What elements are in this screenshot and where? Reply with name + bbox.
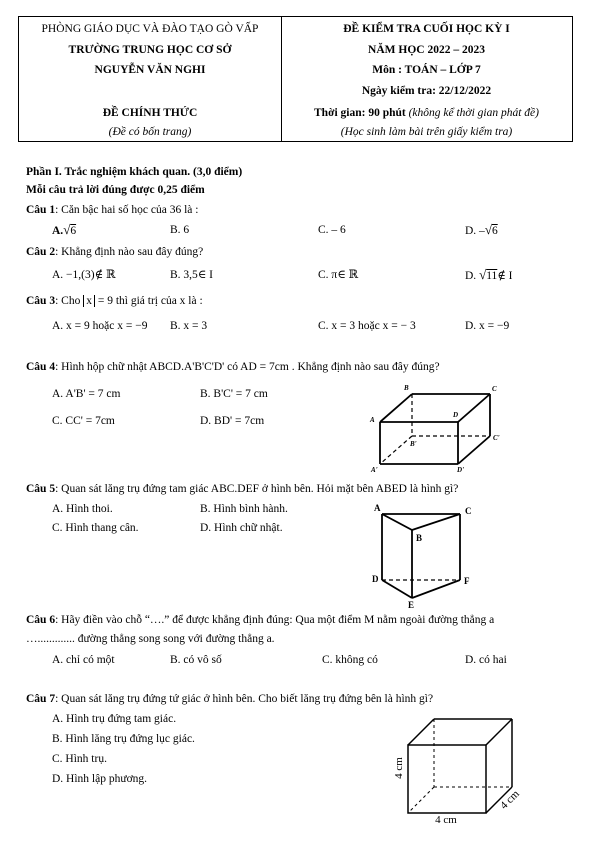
question-2: Câu 2: Khẳng định nào sau đây đúng? bbox=[26, 246, 204, 258]
vertex-label-B: B bbox=[416, 533, 423, 543]
q4-cuboid-figure bbox=[368, 382, 508, 474]
q2-option-c[interactable]: C. π∈ ℝ bbox=[318, 269, 359, 281]
exam-note: (Học sinh làm bài trên giấy kiểm tra) bbox=[340, 126, 513, 138]
q5-option-c[interactable]: C. Hình thang cân. bbox=[52, 522, 139, 534]
q3-option-b[interactable]: B. x = 3 bbox=[170, 320, 208, 332]
department: PHÒNG GIÁO DỤC VÀ ĐÀO TẠO GÒ VẤP bbox=[41, 23, 259, 35]
cube-depth-label: 4 cm bbox=[497, 787, 522, 812]
question-3: Câu 3: Cho x = 9 thì giá trị của x là : bbox=[26, 295, 203, 307]
q4-option-b[interactable]: B. B'C' = 7 cm bbox=[200, 388, 268, 400]
vertex-label-F: F bbox=[464, 576, 470, 586]
subject: Môn : TOÁN – LỚP 7 bbox=[372, 64, 481, 76]
q3-option-c[interactable]: C. x = 3 hoặc x = − 3 bbox=[318, 320, 416, 332]
school-line2: NGUYỄN VĂN NGHI bbox=[94, 64, 206, 76]
header-school bbox=[19, 17, 282, 141]
school-year: NĂM HỌC 2022 – 2023 bbox=[368, 44, 485, 56]
q3-option-a[interactable]: A. x = 9 hoặc x = −9 bbox=[52, 320, 148, 332]
official-label: ĐỀ CHÍNH THỨC bbox=[102, 107, 198, 119]
vertex-label-A-prime: A' bbox=[371, 466, 378, 474]
q6-option-a[interactable]: A. chỉ có một bbox=[52, 654, 115, 666]
q5-option-d[interactable]: D. Hình chữ nhật. bbox=[200, 522, 283, 534]
question-5: Câu 5: Quan sát lăng trụ đứng tam giác ABC.DEF ở hình bên. Hỏi mặt bên ABED là hình gì? bbox=[26, 483, 459, 495]
q7-option-c[interactable]: C. Hình trụ. bbox=[52, 753, 107, 765]
vertex-label-E: E bbox=[408, 600, 415, 610]
vertex-label-B-prime: B' bbox=[410, 440, 417, 448]
question-7: Câu 7: Quan sát lăng trụ đứng tứ giác ở hình bên. Cho biết lăng trụ đứng bên là hình gì? bbox=[26, 693, 434, 705]
q2-option-a[interactable]: A. −1,(3)∉ ℝ bbox=[52, 269, 116, 281]
q6-option-d[interactable]: D. có hai bbox=[465, 654, 507, 666]
vertex-label-C: C bbox=[465, 506, 472, 516]
question-4: Câu 4: Hình hộp chữ nhật ABCD.A'B'C'D' có AD = 7cm . Khẳng định nào sau đây đúng? bbox=[26, 361, 440, 373]
question-6: Câu 6: Hãy điền vào chỗ “….” để được khẳng định đúng: Qua một điểm M nằm ngoài đường thẳng a bbox=[26, 614, 495, 626]
q5-prism-figure bbox=[368, 500, 478, 612]
vertex-label-D-prime: D' bbox=[457, 466, 464, 474]
school-line1: TRƯỜNG TRUNG HỌC CƠ SỞ bbox=[68, 44, 232, 56]
vertex-label-A: A bbox=[370, 416, 375, 424]
vertex-label-D: D bbox=[372, 574, 379, 584]
exam-date: Ngày kiểm tra: 22/12/2022 bbox=[361, 85, 492, 97]
question-1: Câu 1: Căn bậc hai số học của 36 là : bbox=[26, 204, 199, 216]
question-6-continued: …............. đường thẳng song song với đường thẳng a. bbox=[26, 633, 275, 645]
vertex-label-B: B bbox=[404, 384, 409, 392]
part1-subtitle: Mỗi câu trả lời đúng được 0,25 điểm bbox=[26, 184, 205, 196]
q1-option-a[interactable]: A.√6 bbox=[52, 222, 77, 237]
exam-time: Thời gian: 90 phút (không kể thời gian phát đề) bbox=[314, 107, 539, 119]
page-count: (Đề có bốn trang) bbox=[108, 126, 192, 138]
q4-option-c[interactable]: C. CC' = 7cm bbox=[52, 415, 115, 427]
q6-option-b[interactable]: B. có vô số bbox=[170, 654, 222, 666]
q3-option-d[interactable]: D. x = −9 bbox=[465, 320, 510, 332]
q7-option-d[interactable]: D. Hình lập phương. bbox=[52, 773, 148, 785]
q5-option-a[interactable]: A. Hình thoi. bbox=[52, 503, 113, 515]
part1-title: Phần I. Trắc nghiệm khách quan. (3,0 điểm) bbox=[26, 166, 243, 178]
vertex-label-D: D bbox=[453, 411, 459, 419]
q6-option-c[interactable]: C. không có bbox=[322, 654, 378, 666]
vertex-label-A: A bbox=[374, 503, 381, 513]
exam-header bbox=[18, 16, 573, 142]
q5-option-b[interactable]: B. Hình bình hành. bbox=[200, 503, 288, 515]
q2-option-d[interactable]: D. √11∉ I bbox=[465, 267, 513, 282]
exam-title: ĐỀ KIỂM TRA CUỐI HỌC KỲ I bbox=[343, 23, 510, 35]
q7-cube-figure bbox=[388, 710, 538, 830]
header-exam-info bbox=[281, 17, 572, 141]
q1-option-c[interactable]: C. – 6 bbox=[318, 224, 346, 236]
q7-option-b[interactable]: B. Hình lăng trụ đứng lục giác. bbox=[52, 733, 195, 745]
q4-option-a[interactable]: A. A'B' = 7 cm bbox=[52, 388, 121, 400]
q7-option-a[interactable]: A. Hình trụ đứng tam giác. bbox=[52, 713, 177, 725]
q1-option-b[interactable]: B. 6 bbox=[170, 224, 190, 236]
vertex-label-C: C bbox=[492, 385, 497, 393]
q1-option-d[interactable]: D. –√6 bbox=[465, 222, 498, 237]
q2-option-b[interactable]: B. 3,5∈ I bbox=[170, 269, 214, 281]
cube-width-label: 4 cm bbox=[435, 814, 457, 826]
q4-option-d[interactable]: D. BD' = 7cm bbox=[200, 415, 265, 427]
cube-height-label: 4 cm bbox=[393, 757, 405, 779]
vertex-label-C-prime: C' bbox=[493, 434, 500, 442]
